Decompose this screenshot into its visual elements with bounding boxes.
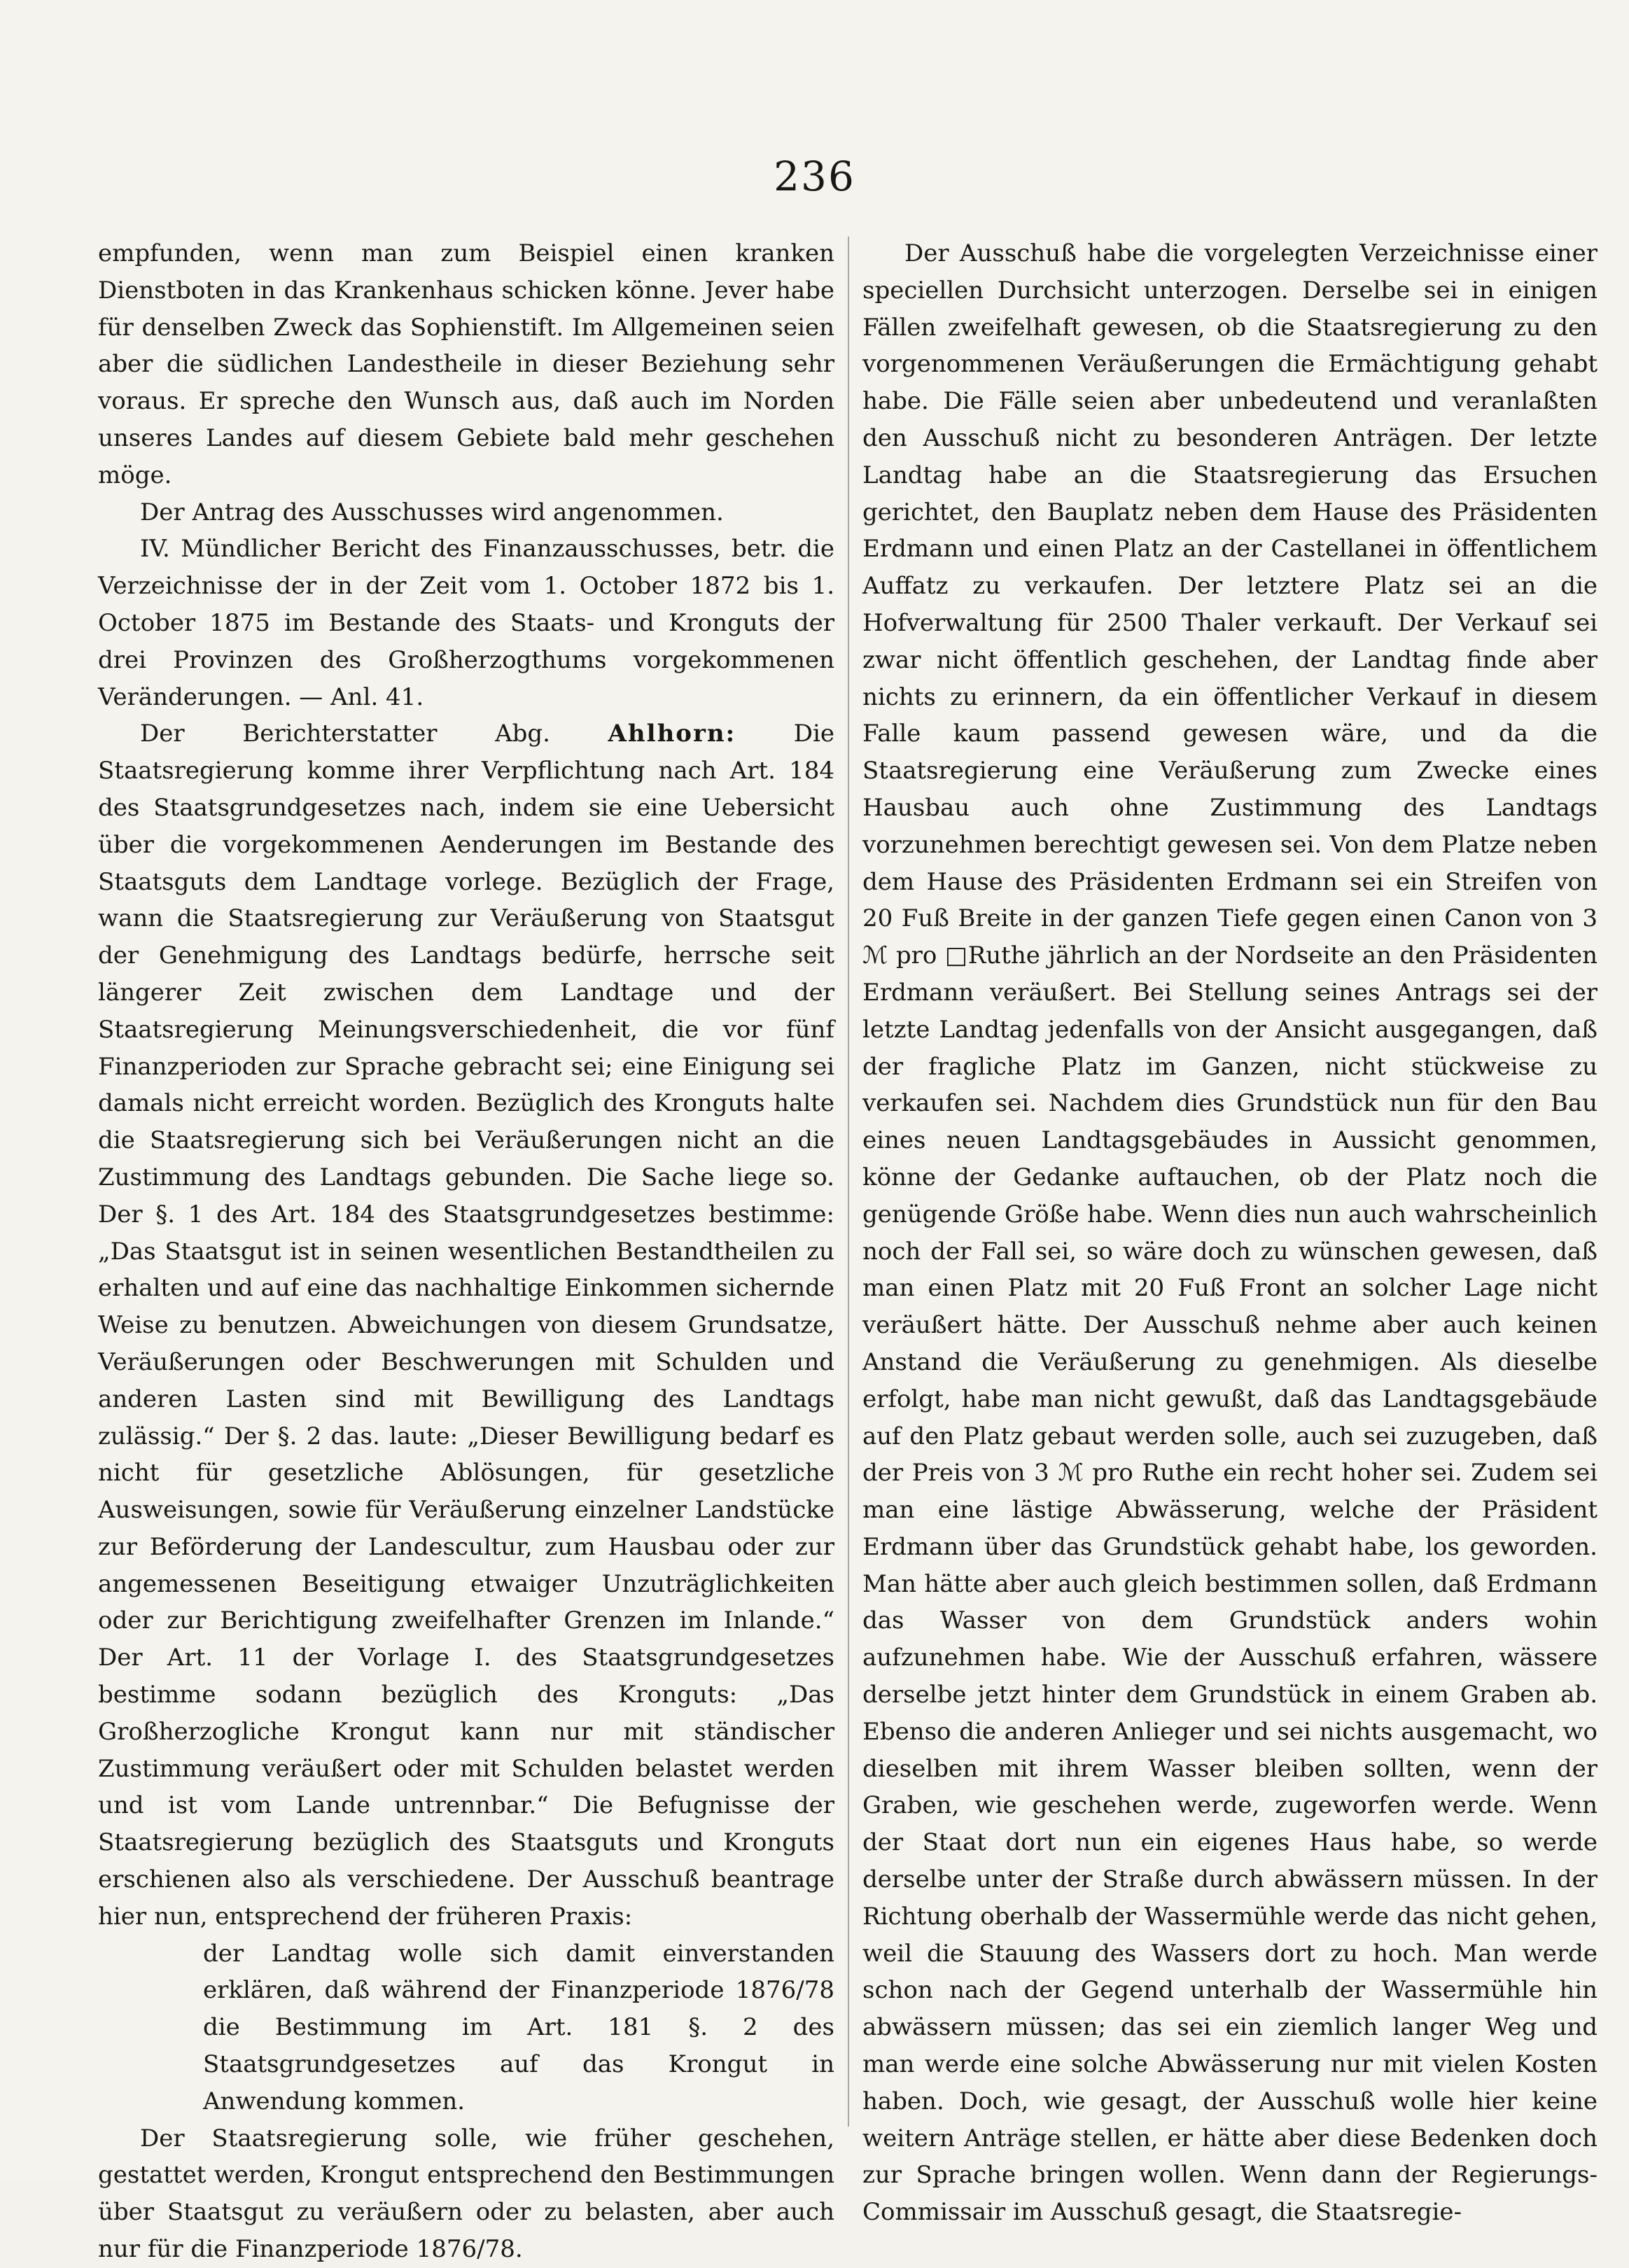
column-divider <box>848 237 849 2127</box>
page-number: 236 <box>774 153 855 200</box>
left-paragraph-closing: Der Staatsregierung solle, wie früher geschehen, gestattet werden, Krongut entsprechend den Bestimmungen über Staatsgut zu veräußern oder zu belasten, aber auch nur für die Finanzperiode 1876/78. <box>98 2124 834 2264</box>
left-paragraph-continuation: empfunden, wenn man zum Beispiel einen kranken Dienstboten in das Krankenhaus schicken könne. Jever habe für denselben Zweck das Sophienstift. Im Allgemeinen seien aber die südlichen Landestheile in dieser Beziehung sehr voraus. Er spreche den Wunsch aus, daß auch im Norden unseres Landes auf diesem Gebiete bald mehr geschehen möge. <box>98 239 834 489</box>
report-intro: Der Berichterstatter Abg. <box>140 720 550 748</box>
left-paragraph-motion: der Landtag wolle sich damit einverstanden erklären, daß während der Finanzperiode 1876/78 die Bestimmung im Art. 181 §. 2 des Staatsgrundgesetzes auf das Krongut in Anwendung kommen. <box>203 1939 834 2115</box>
left-column <box>98 235 834 2268</box>
left-paragraph-resolution: Der Antrag des Ausschusses wird angenommen. <box>140 498 724 526</box>
left-paragraph-agenda-item-iv: IV. Mündlicher Bericht des Finanzausschusses, betr. die Verzeichnisse der in der Zeit vom 1. October 1872 bis 1. October 1875 im Bestande des Staats- und Kronguts der drei Provinzen des Großherzogthums vorgekommenen Veränderungen. — Anl. 41. <box>98 535 834 711</box>
left-paragraph-rapporteur-report <box>98 715 834 1935</box>
speaker-name: Ahlhorn: <box>608 720 736 748</box>
right-paragraph-committee-review: Der Ausschuß habe die vorgelegten Verzeichnisse einer speciellen Durchsicht unterzogen. Derselbe sei in einigen Fällen zweifelhaft gewesen, ob die Staatsregierung zu den vorgenommenen Veräußerungen die Ermächtigung gehabt habe. Die Fälle seien aber unbedeutend und veranlaßten den Ausschuß nicht zu besonderen Anträgen. Der letzte Landtag habe an die Staatsregierung das Ersuchen gerichtet, den Bauplatz neben dem Hause des Präsidenten Erdmann und einen Platz an der Castellanei in öffentlichem Auffatz zu verkaufen. Der letztere Platz sei an die Hofverwaltung für 2500 Thaler verkauft. Der Verkauf sei zwar nicht öffentlich geschehen, der Landtag finde aber nichts zu erinnern, da ein öffentlicher Verkauf in diesem Falle kaum passend gewesen wäre, und da die Staatsregierung eine Veräußerung zum Zwecke eines Hausbau auch ohne Zustimmung des Landtags vorzunehmen berechtigt gewesen sei. Von dem Platze neben dem Hause des Präsidenten Erdmann sei ein Streifen von 20 Fuß Breite in der ganzen Tiefe gegen einen Canon von 3 ℳ pro □Ruthe jährlich an der Nordseite an den Präsidenten Erdmann veräußert. Bei Stellung seines Antrags sei der letzte Landtag jedenfalls von der Ansicht ausgegangen, daß der fragliche Platz im Ganzen, nicht stückweise zu verkaufen sei. Nachdem dies Grundstück nun für den Bau eines neuen Landtagsgebäudes in Aussicht genommen, könne der Gedanke auftauchen, ob der Platz noch die genügende Größe habe. Wenn dies nun auch wahrscheinlich noch der Fall sei, so wäre doch zu wünschen gewesen, daß man einen Platz mit 20 Fuß Front an solcher Lage nicht veräußert hätte. Der Ausschuß nehme aber auch keinen Anstand die Veräußerung zu genehmigen. Als dieselbe erfolgt, habe man nicht gewußt, daß das Landtagsgebäude auf den Platz gebaut werden solle, auch sei zuzugeben, daß der Preis von 3 ℳ pro Ruthe ein recht hoher sei. Zudem sei man eine lästige Abwässerung, welche der Präsident Erdmann über das Grundstück gehabt habe, los geworden. Man hätte aber auch gleich bestimmen sollen, daß Erdmann das Wasser von dem Grundstück anders wohin aufzunehmen habe. Wie der Ausschuß erfahren, wässere derselbe jetzt hinter dem Grundstück in einem Graben ab. Ebenso die anderen Anlieger und sei nichts ausgemacht, wo dieselben mit ihrem Wasser bleiben sollten, wenn der Graben, wie geschehen werde, zugeworfen werde. Wenn der Staat dort nun ein eigenes Haus habe, so werde derselbe unter der Straße durch abwässern müssen. In der Richtung oberhalb der Wassermühle werde das nicht gehen, weil die Stauung des Wassers dort zu hoch. Man werde schon nach der Gegend unterhalb der Wassermühle hin abwässern müssen; das sei ein ziemlich langer Weg und man werde eine solche Abwässerung nur mit vielen Kosten haben. Doch, wie gesagt, der Ausschuß wolle hier keine weitern Anträge stellen, er hätte aber diese Bedenken doch zur Sprache bringen wollen. Wenn dann der Regierungs-Commissair im Ausschuß gesagt, die Staatsregie- <box>862 239 1597 2227</box>
right-column <box>862 235 1597 2231</box>
report-body: Die Staatsregierung komme ihrer Verpflichtung nach Art. 184 des Staatsgrundgesetzes nach, indem sie eine Uebersicht über die vorgekommenen Aenderungen im Bestande des Staatsguts dem Landtage vorlege. Bezüglich der Frage, wann die Staatsregierung zur Veräußerung von Staatsgut der Genehmigung des Landtags bedürfe, herrsche seit längerer Zeit zwischen dem Landtage und der Staatsregierung Meinungsverschiedenheit, die vor fünf Finanzperioden zur Sprache gebracht sei; eine Einigung sei damals nicht erreicht worden. Bezüglich des Kronguts halte die Staatsregierung sich bei Veräußerungen nicht an die Zustimmung des Landtags gebunden. Die Sache liege so. Der §. 1 des Art. 184 des Staatsgrundgesetzes bestimme: „Das Staatsgut ist in seinen wesentlichen Bestandtheilen zu erhalten und auf eine das nachhaltige Einkommen sichernde Weise zu benutzen. Abweichungen von diesem Grundsatze, Veräußerungen oder Beschwerungen mit Schulden und anderen Lasten sind mit Bewilligung des Landtags zulässig.“ Der §. 2 das. laute: „Dieser Bewilligung bedarf es nicht für gesetzliche Ablösungen, für gesetzliche Ausweisungen, sowie für Veräußerung einzelner Landstücke zur Beförderung der Landescultur, zum Hausbau oder zur angemessenen Beseitigung etwaiger Unzuträglichkeiten oder zur Berichtigung zweifelhafter Grenzen im Inlande.“ Der Art. 11 der Vorlage I. des Staatsgrundgesetzes bestimme sodann bezüglich des Kronguts: „Das Großherzogliche Krongut kann nur mit ständischer Zustimmung veräußert oder mit Schulden belastet werden und ist vom Lande untrennbar.“ Die Befugnisse der Staatsregierung bezüglich des Staatsguts und Kronguts erschienen also als verschiedene. Der Ausschuß beantrage hier nun, entsprechend der früheren Praxis: <box>98 720 834 1931</box>
